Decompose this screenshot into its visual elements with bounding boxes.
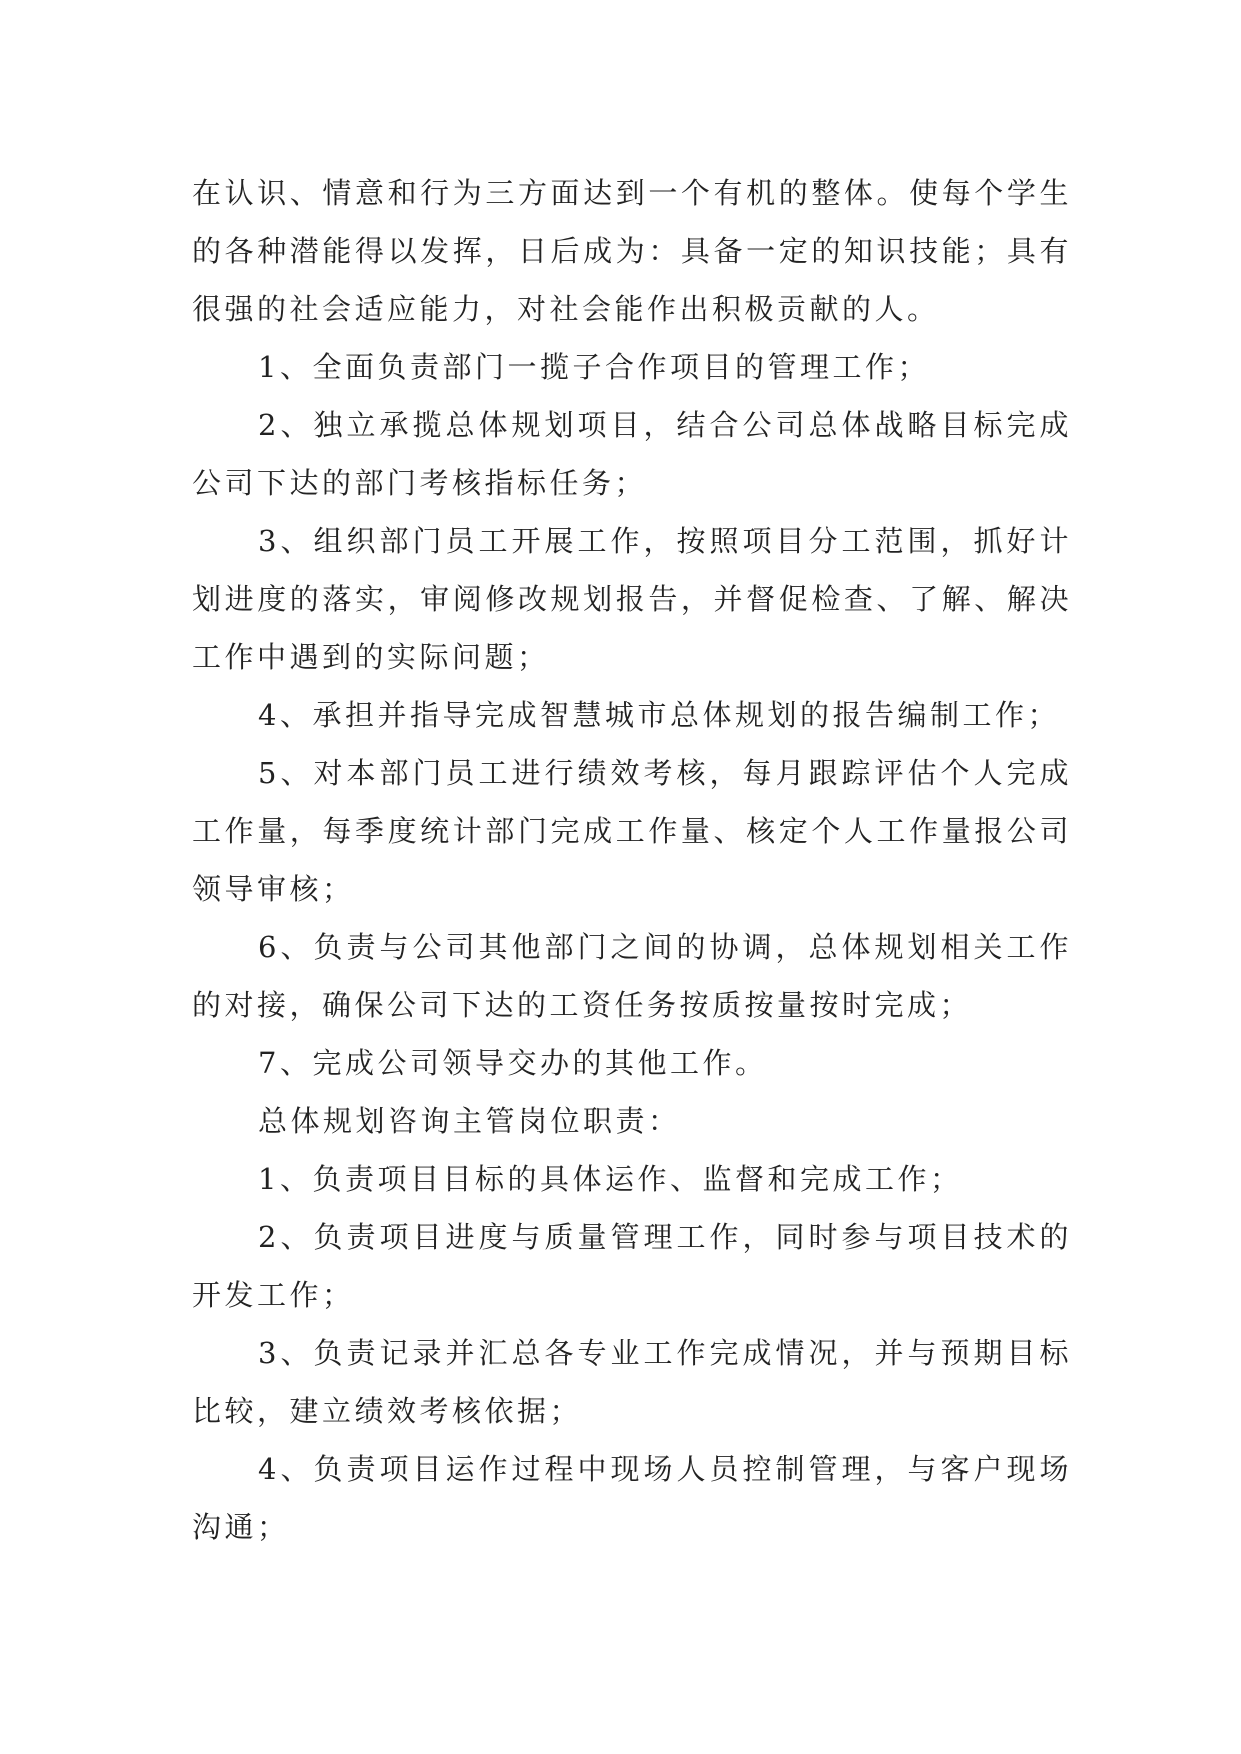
- document-body: [192, 164, 1072, 1556]
- paragraph-item-6: 6、负责与公司其他部门之间的协调，总体规划相关工作的对接，确保公司下达的工资任务按质按量按时完成；: [192, 930, 1072, 1022]
- paragraph-continuation: 在认识、情意和行为三方面达到一个有机的整体。使每个学生的各种潜能得以发挥，日后成为：具备一定的知识技能；具有很强的社会适应能力，对社会能作出积极贡献的人。: [192, 176, 1072, 326]
- paragraph-item-1: 1、全面负责部门一揽子合作项目的管理工作；: [258, 350, 930, 384]
- section-heading: 总体规划咨询主管岗位职责：: [258, 1104, 681, 1138]
- paragraph-item-2: 2、独立承揽总体规划项目，结合公司总体战略目标完成公司下达的部门考核指标任务；: [192, 408, 1072, 500]
- paragraph-duty-1: 1、负责项目目标的具体运作、监督和完成工作；: [258, 1162, 963, 1196]
- paragraph-item-3: 3、组织部门员工开展工作，按照项目分工范围，抓好计划进度的落实，审阅修改规划报告，并督促检查、了解、解决工作中遇到的实际问题；: [192, 524, 1072, 674]
- paragraph-item-5: 5、对本部门员工进行绩效考核，每月跟踪评估个人完成工作量，每季度统计部门完成工作量、核定个人工作量报公司领导审核；: [192, 756, 1072, 906]
- paragraph-duty-3: 3、负责记录并汇总各专业工作完成情况，并与预期目标比较，建立绩效考核依据；: [192, 1336, 1072, 1428]
- paragraph-duty-4: 4、负责项目运作过程中现场人员控制管理，与客户现场沟通；: [192, 1452, 1072, 1544]
- paragraph-item-7: 7、完成公司领导交办的其他工作。: [258, 1046, 768, 1080]
- paragraph-duty-2: 2、负责项目进度与质量管理工作，同时参与项目技术的开发工作；: [192, 1220, 1072, 1312]
- paragraph-item-4: 4、承担并指导完成智慧城市总体规划的报告编制工作；: [258, 698, 1060, 732]
